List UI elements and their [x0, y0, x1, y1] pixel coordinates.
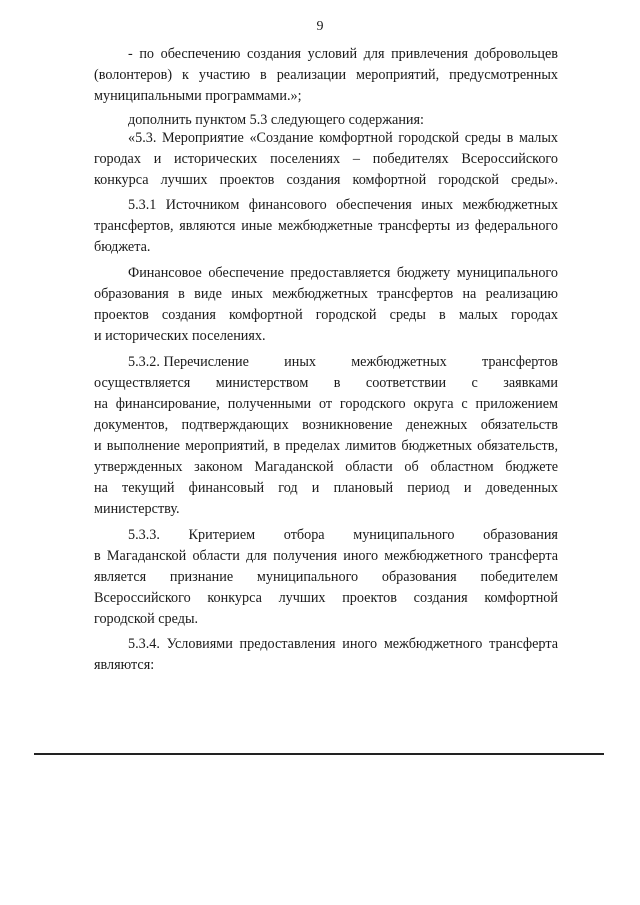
text-line: на финансирование, полученными от городского округа с приложением — [94, 396, 558, 412]
text-word: соответствии — [365, 375, 447, 391]
text-line: в Магаданской области для получения иного межбюджетного трансферта — [94, 548, 558, 564]
text-word: министерством — [215, 375, 309, 391]
text-line: Финансовое обеспечение предоставляется бюджету муниципального — [128, 265, 558, 281]
text-line: утвержденных законом Магаданской области об областном бюджете — [94, 459, 558, 475]
text-word: 5.3.2. Перечисление — [128, 354, 249, 370]
text-line: образования в виде иных межбюджетных трансфертов на реализацию — [94, 286, 558, 302]
text-line: министерству. — [94, 501, 180, 517]
text-word: является — [94, 569, 147, 585]
text-word: победителем — [480, 569, 558, 585]
text-line — [94, 568, 558, 586]
text-word: иных — [284, 354, 316, 370]
text-line: - по обеспечению создания условий для привлечения добровольцев — [128, 46, 558, 62]
text-line — [128, 526, 558, 544]
text-line: городской среды. — [94, 611, 199, 627]
text-line: 5.3.4. Условиями предоставления иного межбюджетного трансферта — [128, 636, 558, 652]
text-word: образования — [483, 527, 558, 543]
text-word: 5.3.3. — [128, 527, 160, 543]
text-line — [128, 353, 558, 371]
text-word: образования — [381, 569, 457, 585]
text-word: отбора — [283, 527, 325, 543]
text-line: и исторических поселениях. — [94, 328, 266, 344]
text-word: межбюджетных — [351, 354, 447, 370]
text-word: в — [333, 375, 341, 391]
text-line: являются: — [94, 657, 155, 673]
text-word: трансфертов — [481, 354, 558, 370]
text-line: на текущий финансовый год и плановый период и доведенных — [94, 480, 558, 496]
text-line: муниципальными программами.»; — [94, 88, 302, 104]
text-line: дополнить пунктом 5.3 следующего содержания: — [128, 112, 424, 128]
text-line — [94, 374, 558, 392]
text-word: муниципального — [353, 527, 455, 543]
text-line: проектов создания комфортной городской среды в малых городах — [94, 307, 558, 323]
text-word: Критерием — [188, 527, 256, 543]
text-word: муниципального — [256, 569, 359, 585]
text-line: (волонтеров) к участию в реализации мероприятий, предусмотренных — [94, 67, 558, 83]
text-word: с — [471, 375, 478, 391]
text-line: конкурса лучших проектов создания комфортной городской среды». — [94, 172, 558, 188]
page-number: 9 — [316, 19, 324, 34]
text-word: осуществляется — [94, 375, 191, 391]
text-line: документов, подтверждающих возникновение денежных обязательств — [94, 417, 558, 433]
text-line: трансфертов, являются иные межбюджетные трансферты из федерального — [94, 218, 558, 234]
text-line: и выполнение мероприятий, в пределах лимитов бюджетных обязательств, — [94, 438, 558, 454]
text-line: городах и исторических поселениях – победителях Всероссийского — [94, 151, 558, 167]
text-line: «5.3. Мероприятие «Создание комфортной городской среды в малых — [128, 130, 558, 146]
text-line: бюджета. — [94, 239, 151, 255]
text-line: 5.3.1 Источником финансового обеспечения иных межбюджетных — [128, 197, 558, 213]
text-line: Всероссийского конкурса лучших проектов создания комфортной — [94, 590, 558, 606]
bottom-rule — [34, 753, 604, 755]
text-word: заявками — [503, 375, 558, 391]
text-word: признание — [169, 569, 234, 585]
